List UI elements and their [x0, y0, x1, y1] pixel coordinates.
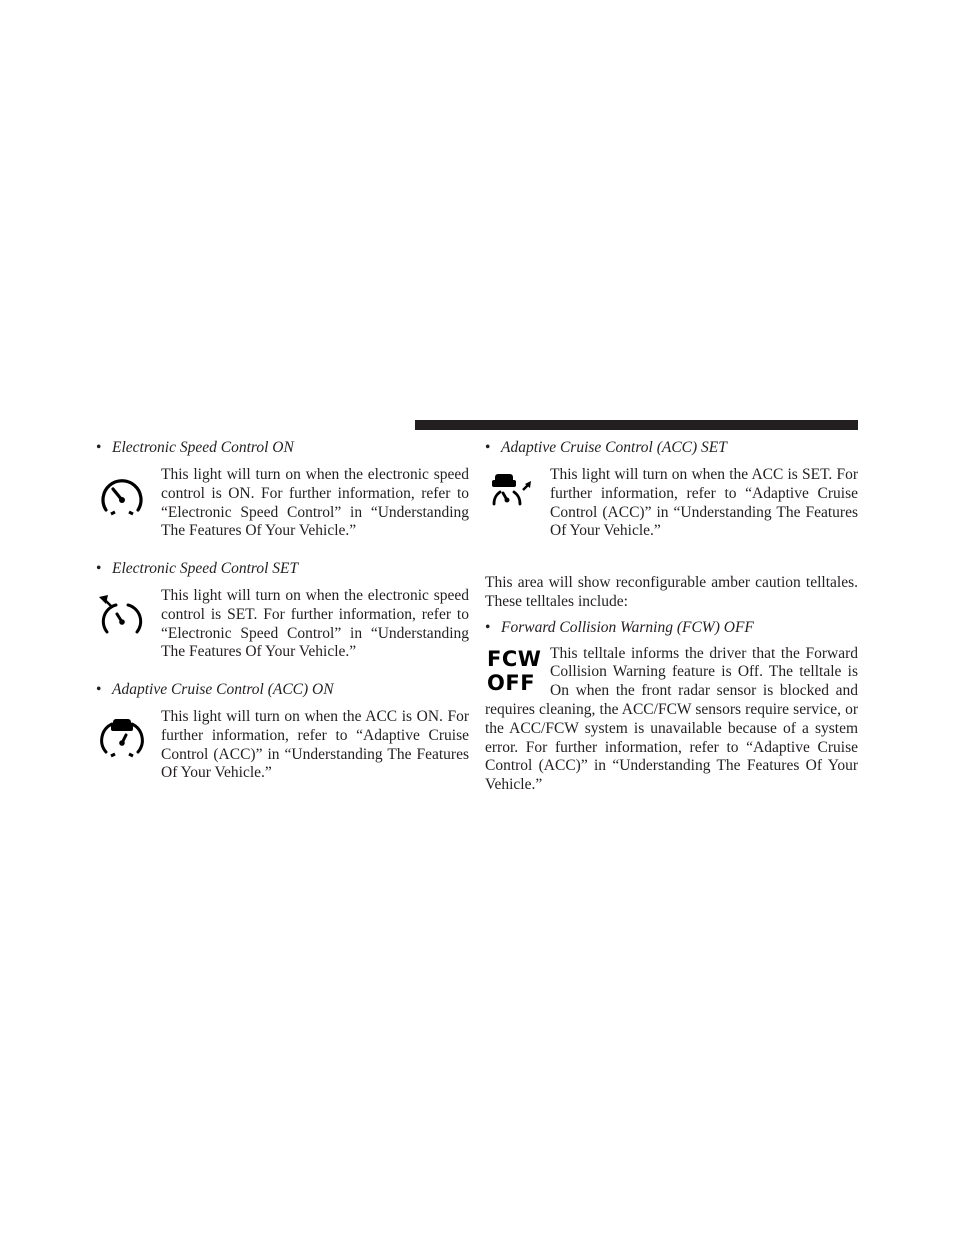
telltale-item [96, 587, 469, 672]
telltale-item [485, 645, 858, 795]
fcw-off-icon [487, 647, 543, 695]
bullet-dot: • [96, 439, 102, 456]
bullet-heading [96, 438, 469, 457]
bullet-dot: • [96, 560, 102, 577]
acc-on-icon [96, 708, 161, 788]
heading-esc-on: Electronic Speed Control ON [112, 439, 294, 456]
heading-fcw-off: Forward Collision Warning (FCW) OFF [501, 618, 754, 636]
right-column [485, 438, 858, 795]
telltale-description: This light will turn on when the ACC is SET. For further information, refer to “Adaptive Cruise Control (ACC)” in “Understanding The Features Of Your Vehicle.” [550, 466, 858, 540]
heading-acc-on: Adaptive Cruise Control (ACC) ON [112, 681, 334, 698]
bullet-heading [485, 438, 858, 457]
fcw-icon-line2: OFF [487, 670, 536, 695]
telltale-description: This light will turn on when the electronic speed control is ON. For further information, refer to “Electronic Speed Control” in “Understanding The Features Of Your Vehicle.” [161, 466, 469, 540]
bullet-dot: • [485, 618, 491, 636]
left-column [96, 438, 469, 788]
fcw-icon-line1: FCW [487, 646, 542, 671]
section-header-bar [415, 420, 858, 430]
heading-acc-set: Adaptive Cruise Control (ACC) SET [501, 439, 727, 456]
bullet-heading [485, 618, 858, 637]
telltale-description: This light will turn on when the ACC is ON. For further information, refer to “Adaptive Cruise Control (ACC)” in “Understanding The Features Of Your Vehicle.” [161, 708, 469, 782]
acc-set-icon [485, 466, 550, 566]
bullet-heading [96, 680, 469, 699]
telltale-item [96, 708, 469, 788]
telltale-description: This light will turn on when the electronic speed control is SET. For further information, refer to “Electronic Speed Control” in “Understanding The Features Of Your Vehicle.” [161, 587, 469, 661]
fcw-description-text: This telltale informs the driver that the Forward Collision Warning feature is Off. The telltale is On when the front radar sensor is blocked and requires cleaning, the ACC/FCW sensors require service, or the ACC/FCW system is unavailable because of a system error. For further information, refer to “Adaptive Cruise Control (ACC)” in “Understanding The Features Of Your Vehicle.” [485, 644, 858, 794]
bullet-dot: • [96, 681, 102, 698]
heading-esc-set: Electronic Speed Control SET [112, 560, 299, 577]
speedometer-set-icon [96, 587, 161, 672]
telltale-item [96, 466, 469, 551]
bullet-dot: • [485, 439, 491, 456]
intro-paragraph: This area will show reconfigurable amber caution telltales. These telltales include: [485, 574, 858, 610]
bullet-heading [96, 559, 469, 578]
telltale-item [485, 466, 858, 566]
speedometer-icon [96, 466, 161, 551]
